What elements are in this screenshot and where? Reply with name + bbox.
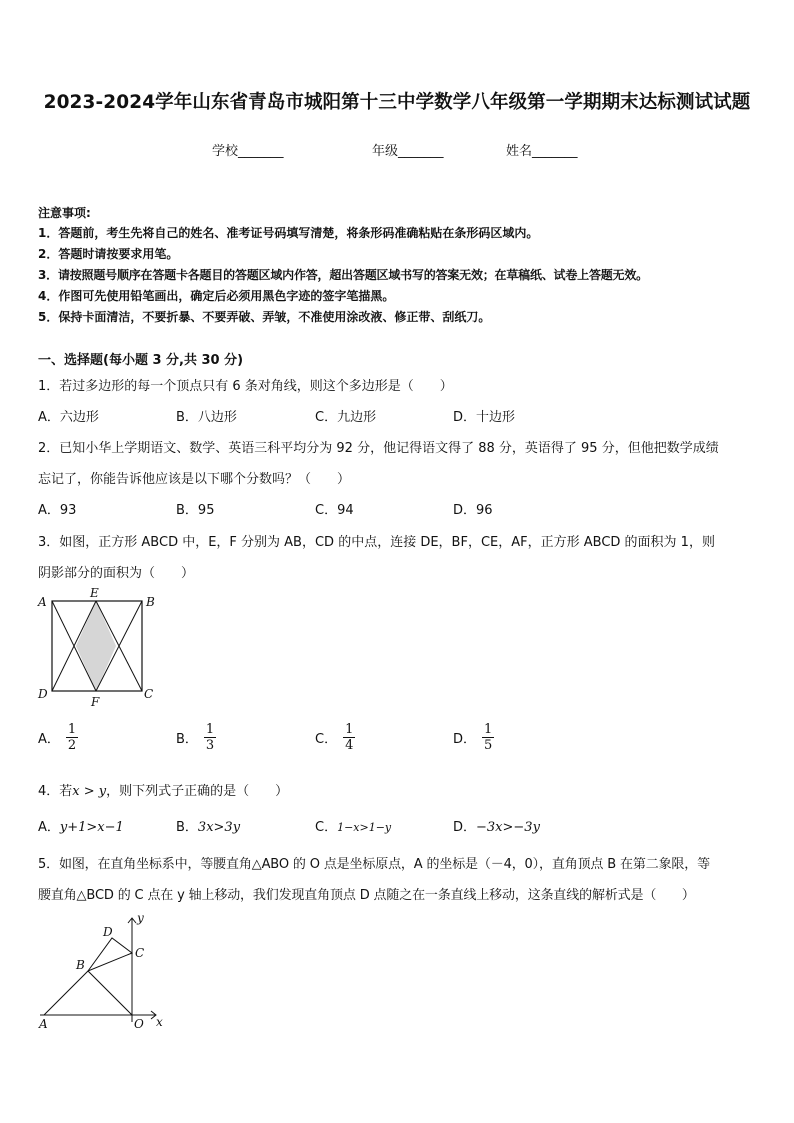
question-5-line1: 5．如图，在直角坐标系中，等腰直角△ABO 的 O 点是坐标原点，A 的坐标是（－4，0），直角顶点 B 在第二象限，等 xyxy=(38,857,710,872)
section-heading: 一、选择题(每小题 3 分,共 30 分) xyxy=(38,353,244,368)
fraction: $\frac{1}{4}$ xyxy=(345,722,354,753)
name-field: 姓名_______ xyxy=(506,144,578,159)
q2-option-a: A．93 xyxy=(38,503,77,518)
label-e: E xyxy=(90,586,99,600)
fraction: $\frac{1}{3}$ xyxy=(205,722,215,753)
coordinate-figure xyxy=(34,910,174,1032)
label-d: D xyxy=(38,687,48,701)
label-a: A xyxy=(39,1017,48,1031)
label-f: F xyxy=(91,695,100,709)
question-5-line2: 腰直角△BCD 的 C 点在 y 轴上移动，我们发现直角顶点 D 点随之在一条直线上移动，这条直线的解析式是（ ） xyxy=(38,888,695,903)
label-b: B xyxy=(76,958,85,972)
school-field: 学校_______ xyxy=(212,144,284,159)
question-4: 4．若x > y，则下列式子正确的是（ ） xyxy=(38,784,289,799)
note-item: 1．答题前，考生先将自己的姓名、准考证号码填写清楚，将条形码准确粘贴在条形码区域内。 xyxy=(38,226,539,240)
note-item: 5．保持卡面清洁，不要折暴、不要弄破、弄皱，不准使用涂改液、修正带、刮纸刀。 xyxy=(38,310,491,324)
q1-option-d: D．十边形 xyxy=(453,410,516,425)
q2-option-b: B．95 xyxy=(176,503,215,518)
question-3-line2: 阴影部分的面积为（ ） xyxy=(38,566,195,581)
q4-option-a: A．y+1>x−1 xyxy=(38,820,124,835)
note-item: 2．答题时请按要求用笔。 xyxy=(38,247,179,261)
question-2-line2: 忘记了，你能告诉他应该是以下哪个分数吗？（ ） xyxy=(38,472,351,487)
label-x: x xyxy=(156,1015,163,1029)
grade-field: 年级_______ xyxy=(372,144,444,159)
question-3-line1: 3．如图，正方形 ABCD 中，E，F 分别为 AB，CD 的中点，连接 DE，BF，CE，AF，正方形 ABCD 的面积为 1，则 xyxy=(38,535,715,550)
q3-option-c: C． $\frac{1}{4}$ xyxy=(315,722,354,753)
question-2-line1: 2．已知小华上学期语文、数学、英语三科平均分为 92 分，他记得语文得了 88 分，英语得了 95 分，但他把数学成绩 xyxy=(38,441,719,456)
label-d: D xyxy=(103,925,113,939)
note-item: 4．作图可先使用铅笔画出，确定后必须用黑色字迹的签字笔描黑。 xyxy=(38,289,395,303)
notes-heading: 注意事项: xyxy=(38,206,91,220)
label-c: C xyxy=(144,687,154,701)
shaded-region xyxy=(76,601,116,691)
q4-option-b: B．3x>3y xyxy=(176,820,241,835)
q3-option-b: B． $\frac{1}{3}$ xyxy=(176,722,215,753)
condition-expr: x > y xyxy=(72,784,107,799)
q1-option-c: C．九边形 xyxy=(315,410,377,425)
label-c: C xyxy=(135,946,145,960)
q2-option-c: C．94 xyxy=(315,503,354,518)
question-1: 1．若过多边形的每一个顶点只有 6 条对角线，则这个多边形是（ ） xyxy=(38,379,453,394)
note-item: 3．请按照题号顺序在答题卡各题目的答题区域内作答，超出答题区域书写的答案无效；在草稿纸、试卷上答题无效。 xyxy=(38,268,648,282)
triangle-abo xyxy=(44,971,132,1015)
label-a: A xyxy=(38,595,47,609)
q2-option-d: D．96 xyxy=(453,503,493,518)
q3-option-a: A． $\frac{1}{2}$ xyxy=(38,722,77,753)
q3-option-d: D． $\frac{1}{5}$ xyxy=(453,722,493,753)
fraction: $\frac{1}{5}$ xyxy=(484,722,493,753)
label-o: O xyxy=(134,1017,144,1031)
page-title: 2023-2024学年山东省青岛市城阳第十三中学数学八年级第一学期期末达标测试试题 xyxy=(43,92,751,113)
fraction: $\frac{1}{2}$ xyxy=(67,722,77,753)
q1-option-a: A．六边形 xyxy=(38,410,99,425)
label-y: y xyxy=(137,911,144,925)
triangle-bcd xyxy=(88,938,132,971)
label-b: B xyxy=(146,595,155,609)
q4-option-c: C．1−x>1−y xyxy=(315,820,392,835)
q4-option-d: D．−3x>−3y xyxy=(453,820,540,835)
square-abcd-figure xyxy=(34,584,164,710)
q1-option-b: B．八边形 xyxy=(176,410,237,425)
